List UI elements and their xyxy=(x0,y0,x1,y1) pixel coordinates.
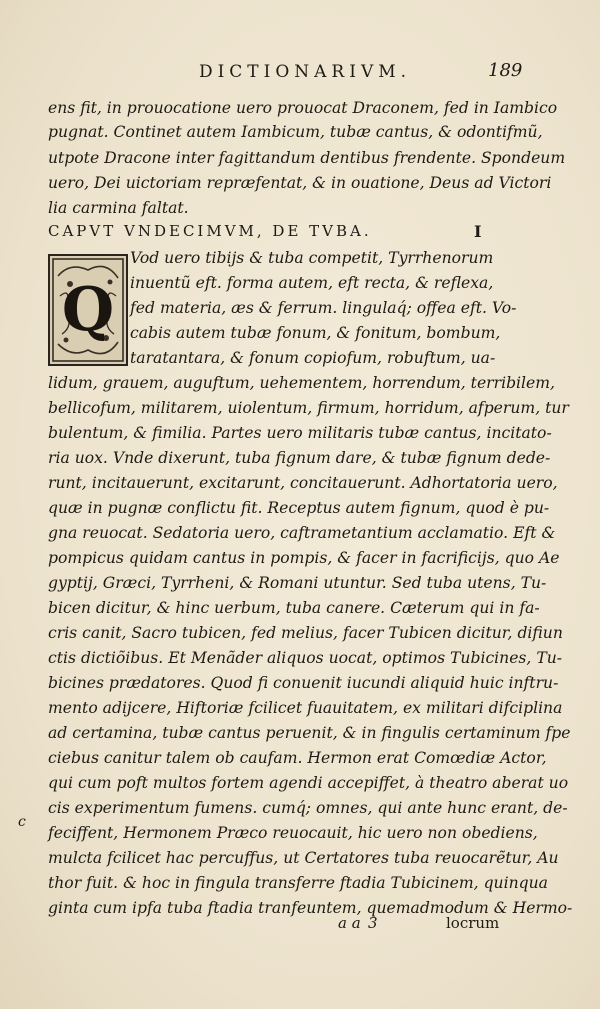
text-line: bulentum, & fimilia. Partes uero militaris tubæ cantus, incitato- xyxy=(48,424,552,442)
text-line: fed materia, æs & ferrum. lingulaq́; offea eft. Vo- xyxy=(130,299,517,317)
text-line: uero, Dei uictoriam repræfentat, & in ouatione, Deus ad Victori xyxy=(48,174,552,192)
text-line: gna reuocat. Sedatoria uero, caftrametantium acclamatio. Eft & xyxy=(48,524,556,542)
text-line: bellicofum, militarem, uiolentum, firmum, horridum, afperum, tur xyxy=(48,399,569,417)
text-line: inuentũ eft. forma autem, eft recta, & reflexa, xyxy=(130,274,494,292)
text-line: cris canit, Sacro tubicen, fed melius, facer Tubicen dicitur, difiun xyxy=(48,624,563,642)
text-line: lidum, grauem, auguftum, uehementem, horrendum, terribilem, xyxy=(48,374,556,392)
text-line: qui cum poft multos fortem agendi accepiffet, à theatro aberat uo xyxy=(48,774,569,792)
margin-note: c xyxy=(18,814,26,830)
text-line: thor fuit. & hoc in fingula transferre ftadia Tubicinem, quinqua xyxy=(48,874,548,892)
text-line: ens fit, in prouocatione uero prouocat Draconem, fed in Iambico xyxy=(48,99,558,117)
signature-number: 3 xyxy=(368,914,378,932)
running-title: DICTIONARIVM. xyxy=(198,62,412,82)
signature-mark: a a xyxy=(338,914,361,932)
text-line: bicen dicitur, & hinc uerbum, tuba canere. Cæterum qui in fa- xyxy=(48,599,540,617)
text-line: pompicus quidam cantus in pompis, & facer in facrificijs, quo Ae xyxy=(48,549,560,567)
text-line: gyptij, Græci, Tyrrheni, & Romani utuntur. Sed tuba utens, Tu- xyxy=(48,574,547,592)
text-line: cabis autem tubæ fonum, & fonitum, bombum, xyxy=(130,324,501,342)
text-line: ria uox. Vnde dixerunt, tuba fignum dare, & tubæ fignum dede- xyxy=(48,449,551,467)
text-line: lia carmina faltat. xyxy=(48,199,189,217)
text-line: quæ in pugnæ conflictu fit. Receptus autem fignum, quod è pu- xyxy=(48,499,550,517)
text-line: mento adijcere, Hiftoriæ fcilicet fuauitatem, ex militari difciplina xyxy=(48,699,563,717)
chapter-heading: CAPVT VNDECIMVM, DE TVBA. xyxy=(48,222,372,240)
text-line: ctis dictiõibus. Et Menãder aliquos uocat, optimos Tubicines, Tu- xyxy=(48,649,563,667)
text-line: pugnat. Continet autem Iambicum, tubæ cantus, & odontifmũ, xyxy=(48,123,543,141)
text-line: taratantara, & fonum copiofum, robuftum, ua- xyxy=(130,349,496,367)
initial-letter: Q xyxy=(61,275,115,345)
text-line: ciebus canitur talem ob caufam. Hermon erat Comœdiæ Actor, xyxy=(48,749,547,767)
text-line: mulcta fcilicet hac percuffus, ut Certatores tuba reuocarẽtur, Au xyxy=(48,849,559,867)
text-line: ginta cum ipfa tuba ftadia tranfeuntem, quemadmodum & Hermo- xyxy=(48,899,573,917)
text-line: bicines prædatores. Quod fi conuenit iucundi aliquid huic inftru- xyxy=(48,674,559,692)
text-line: runt, incitauerunt, excitarunt, concitauerunt. Adhortatoria uero, xyxy=(48,474,558,492)
decorated-initial xyxy=(48,254,128,366)
page-number: 189 xyxy=(488,60,523,81)
text-line: Vod uero tibijs & tuba competit, Tyrrhenorum xyxy=(130,249,494,267)
text-line: feciffent, Hermonem Præco reuocauit, hic uero non obediens, xyxy=(48,824,538,842)
text-line: ad certamina, tubæ cantus peruenit, & in fingulis certaminum fpe xyxy=(48,724,571,742)
floral-ornament-icon xyxy=(50,256,126,364)
text-line: utpote Dracone inter fagittandum dentibus frendente. Spondeum xyxy=(48,149,566,167)
chapter-mark: I xyxy=(474,222,482,241)
catchword: locrum xyxy=(446,914,500,932)
text-line: cis experimentum fumens. cumq́; omnes, qui ante hunc erant, de- xyxy=(48,799,568,817)
